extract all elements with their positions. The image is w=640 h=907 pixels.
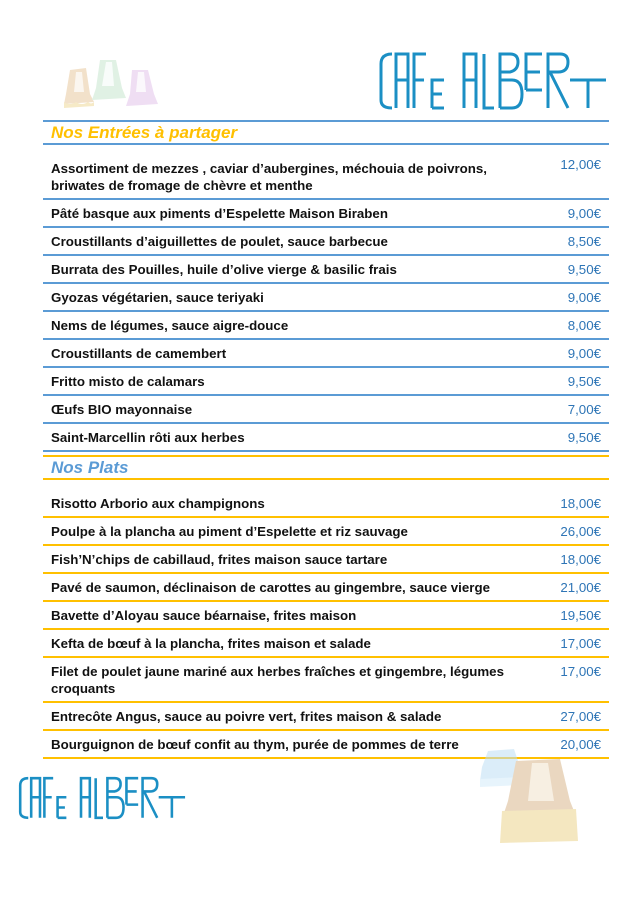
menu-item [43, 396, 609, 424]
dish-price: 19,50€ [560, 608, 601, 623]
dish-price: 17,00€ [560, 664, 601, 679]
dish-price: 9,50€ [567, 430, 601, 445]
menu-item [43, 256, 609, 284]
dish-price: 9,00€ [567, 346, 601, 361]
dish-name: Croustillants d’aiguillettes de poulet, sauce barbecue [51, 234, 388, 249]
dish-name: Entrecôte Angus, sauce au poivre vert, frites maison & salade [51, 709, 442, 724]
menu-item [43, 574, 609, 602]
dish-name: Filet de poulet jaune mariné aux herbes fraîches et gingembre, légumes croquants [51, 664, 504, 696]
menu-item [43, 340, 609, 368]
dish-name: Pâté basque aux piments d’Espelette Maison Biraben [51, 206, 388, 221]
lampshades-illustration-footer [478, 745, 598, 850]
dish-price: 12,00€ [560, 157, 601, 172]
cafe-albert-logo [378, 50, 610, 112]
dish-name: Pavé de saumon, déclinaison de carottes au gingembre, sauce vierge [51, 580, 490, 595]
cafe-albert-logo-footer [18, 775, 188, 821]
dish-price: 27,00€ [560, 709, 601, 724]
menu-item [43, 602, 609, 630]
menu-item [43, 424, 609, 452]
menu-item [43, 703, 609, 731]
dish-price: 21,00€ [560, 580, 601, 595]
dish-name: Poulpe à la plancha au piment d’Espelette et riz sauvage [51, 524, 408, 539]
dish-name: Fish’N’chips de cabillaud, frites maison sauce tartare [51, 552, 388, 567]
dish-name: Saint-Marcellin rôti aux herbes [51, 430, 245, 445]
menu-item [43, 312, 609, 340]
menu-item [43, 155, 609, 200]
dish-name: Kefta de bœuf à la plancha, frites maison et salade [51, 636, 371, 651]
dish-name: Gyozas végétarien, sauce teriyaki [51, 290, 264, 305]
dish-price: 9,50€ [567, 262, 601, 277]
dish-name: Assortiment de mezzes , caviar d’aubergines, méchouia de poivrons, briwates de fromage de chèvre et menthe [51, 161, 487, 193]
dish-price: 9,50€ [567, 374, 601, 389]
dish-name: Bourguignon de bœuf confit au thym, purée de pommes de terre [51, 737, 459, 752]
menu-item [43, 658, 609, 703]
dish-price: 18,00€ [560, 552, 601, 567]
section-plats [43, 455, 609, 759]
menu-item [43, 284, 609, 312]
dish-name: Croustillants de camembert [51, 346, 227, 361]
menu-item [43, 368, 609, 396]
dish-price: 17,00€ [560, 636, 601, 651]
dish-price: 8,50€ [567, 234, 601, 249]
menu-item [43, 518, 609, 546]
dish-price: 26,00€ [560, 524, 601, 539]
dish-price: 20,00€ [560, 737, 601, 752]
dish-price: 9,00€ [567, 206, 601, 221]
section-title: Nos Entrées à partager [43, 120, 609, 145]
dish-name: Œufs BIO mayonnaise [51, 402, 193, 417]
dish-name: Bavette d’Aloyau sauce béarnaise, frites maison [51, 608, 357, 623]
menu-item [43, 228, 609, 256]
menu-item [43, 490, 609, 518]
dish-price: 18,00€ [560, 496, 601, 511]
dish-name: Risotto Arborio aux champignons [51, 496, 265, 511]
menu-item [43, 200, 609, 228]
dish-name: Nems de légumes, sauce aigre-douce [51, 318, 289, 333]
dish-price: 7,00€ [567, 402, 601, 417]
dish-name: Fritto misto de calamars [51, 374, 205, 389]
section-entrees [43, 120, 609, 452]
menu-item [43, 630, 609, 658]
lampshades-illustration [58, 58, 168, 110]
dish-price: 8,00€ [567, 318, 601, 333]
dish-price: 9,00€ [567, 290, 601, 305]
menu-item [43, 546, 609, 574]
dish-name: Burrata des Pouilles, huile d’olive vierge & basilic frais [51, 262, 397, 277]
section-title: Nos Plats [43, 455, 609, 480]
